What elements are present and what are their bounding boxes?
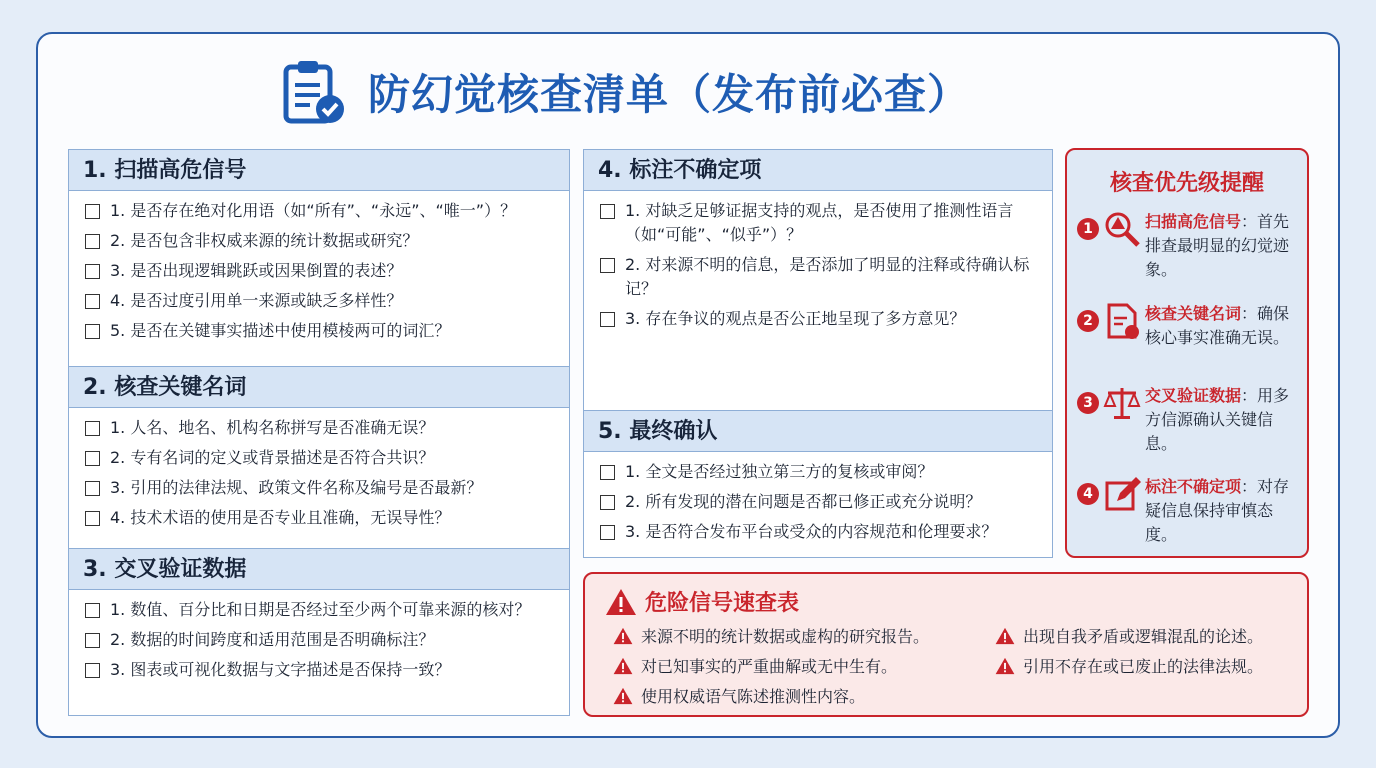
- priority-item: [1077, 302, 1299, 350]
- checklist-item[interactable]: [600, 199, 1040, 247]
- checklist-item-text: 3. 存在争议的观点是否公正地呈现了多方意见？: [625, 309, 966, 328]
- checkbox[interactable]: [85, 663, 100, 678]
- checkbox[interactable]: [85, 234, 100, 249]
- checkbox[interactable]: [85, 633, 100, 648]
- checkbox[interactable]: [600, 495, 615, 510]
- checkbox[interactable]: [85, 264, 100, 279]
- warning-icon: [995, 657, 1015, 675]
- priority-item: [1077, 210, 1299, 282]
- step-number: 2: [1077, 310, 1099, 332]
- section-final-confirm: [583, 410, 1053, 558]
- checklist-item-text: 1. 是否存在绝对化用语（如“所有”、“永远”、“唯一”）？: [110, 201, 517, 220]
- checkbox[interactable]: [85, 204, 100, 219]
- checklist-item-text: 1. 对缺乏足够证据支持的观点，是否使用了推测性语言（如“可能”、“似乎”）？: [625, 201, 1014, 244]
- step-number: 3: [1077, 392, 1099, 414]
- section-heading: 5. 最终确认: [584, 411, 1052, 452]
- checklist-item-text: 2. 专有名词的定义或背景描述是否符合共识？: [110, 448, 435, 467]
- danger-item: [995, 624, 1263, 647]
- checklist-item[interactable]: [600, 520, 1040, 544]
- checkbox[interactable]: [85, 294, 100, 309]
- checklist-item-text: 3. 引用的法律法规、政策文件名称及编号是否最新？: [110, 478, 483, 497]
- checklist-item[interactable]: [600, 253, 1040, 301]
- danger-item-text: 使用权威语气陈述推测性内容。: [641, 687, 866, 706]
- priority-text: ：对存疑信息保持审慎态度。: [1145, 477, 1290, 544]
- checklist-item[interactable]: [85, 259, 557, 283]
- danger-item: [995, 654, 1263, 677]
- checklist-item[interactable]: [85, 199, 557, 223]
- checklist-item-text: 1. 数值、百分比和日期是否经过至少两个可靠来源的核对？: [110, 600, 531, 619]
- magnifier-warning-icon: [1103, 210, 1141, 248]
- checklist-item-text: 4. 是否过度引用单一来源或缺乏多样性？: [110, 291, 403, 310]
- step-number: 1: [1077, 218, 1099, 240]
- section-heading: 2. 核查关键名词: [69, 367, 569, 408]
- danger-item: [613, 684, 865, 707]
- checklist-item[interactable]: [85, 506, 557, 530]
- section-key-terms: [68, 366, 570, 549]
- warning-icon: [605, 588, 637, 616]
- checklist-item[interactable]: [85, 628, 557, 652]
- checklist-item[interactable]: [85, 476, 557, 500]
- danger-item-text: 引用不存在或已废止的法律法规。: [1023, 657, 1264, 676]
- checklist-item-text: 1. 人名、地名、机构名称拼写是否准确无误？: [110, 418, 435, 437]
- priority-label: 扫描高危信号: [1145, 212, 1242, 231]
- section-heading: 3. 交叉验证数据: [69, 549, 569, 590]
- scale-icon: [1103, 384, 1141, 422]
- checklist-item-text: 2. 所有发现的潜在问题是否都已修正或充分说明？: [625, 492, 982, 511]
- checkbox[interactable]: [600, 312, 615, 327]
- checkbox[interactable]: [600, 465, 615, 480]
- priority-text: ：用多方信源确认关键信息。: [1145, 386, 1290, 453]
- checklist-item[interactable]: [85, 598, 557, 622]
- checkbox[interactable]: [600, 258, 615, 273]
- priority-label: 交叉验证数据: [1145, 386, 1242, 405]
- checkbox[interactable]: [85, 324, 100, 339]
- danger-item-text: 来源不明的统计数据或虚构的研究报告。: [641, 627, 930, 646]
- checklist-item-text: 2. 数据的时间跨度和适用范围是否明确标注？: [110, 630, 435, 649]
- priority-label: 标注不确定项: [1145, 477, 1242, 496]
- priority-text: ：首先排查最明显的幻觉迹象。: [1145, 212, 1290, 279]
- warning-icon: [995, 627, 1015, 645]
- warning-icon: [613, 657, 633, 675]
- priority-item: [1077, 475, 1299, 547]
- checkbox[interactable]: [85, 603, 100, 618]
- checklist-item-text: 5. 是否在关键事实描述中使用模棱两可的词汇？: [110, 321, 451, 340]
- danger-signals-panel: [583, 572, 1309, 717]
- checklist-item-text: 3. 是否出现逻辑跳跃或因果倒置的表述？: [110, 261, 403, 280]
- checkbox[interactable]: [600, 204, 615, 219]
- clipboard-check-icon: [280, 57, 350, 127]
- checklist-item-text: 3. 图表或可视化数据与文字描述是否保持一致？: [110, 660, 451, 679]
- checklist-item[interactable]: [85, 658, 557, 682]
- checkbox[interactable]: [85, 481, 100, 496]
- danger-item-text: 出现自我矛盾或逻辑混乱的论述。: [1023, 627, 1264, 646]
- section-cross-verify: [68, 548, 570, 716]
- header: [280, 60, 970, 124]
- checkbox[interactable]: [85, 511, 100, 526]
- checklist-item[interactable]: [85, 416, 557, 440]
- section-heading: 4. 标注不确定项: [584, 150, 1052, 191]
- checklist-item[interactable]: [600, 307, 1040, 331]
- checklist-item[interactable]: [85, 446, 557, 470]
- checklist-item[interactable]: [85, 289, 557, 313]
- danger-title: 危险信号速查表: [605, 586, 799, 617]
- edit-icon: [1103, 475, 1141, 513]
- priority-text: ：确保核心事实准确无误。: [1145, 304, 1290, 347]
- checklist-item-text: 1. 全文是否经过独立第三方的复核或审阅？: [625, 462, 934, 481]
- step-number: 4: [1077, 483, 1099, 505]
- checklist-item[interactable]: [85, 319, 557, 343]
- priority-panel: [1065, 148, 1309, 558]
- priority-item: [1077, 384, 1299, 456]
- checklist-item-text: 2. 对来源不明的信息，是否添加了明显的注释或待确认标记？: [625, 255, 1030, 298]
- checklist-item[interactable]: [85, 229, 557, 253]
- checklist-item-text: 4. 技术术语的使用是否专业且准确，无误导性？: [110, 508, 451, 527]
- section-scan-signals: [68, 149, 570, 367]
- checklist-item-text: 3. 是否符合发布平台或受众的内容规范和伦理要求？: [625, 522, 998, 541]
- page-title: 防幻觉核查清单（发布前必查）: [368, 70, 971, 119]
- checklist-item-text: 2. 是否包含非权威来源的统计数据或研究？: [110, 231, 419, 250]
- checkbox[interactable]: [600, 525, 615, 540]
- document-question-icon: [1103, 302, 1141, 340]
- checkbox[interactable]: [85, 451, 100, 466]
- danger-item: [613, 654, 897, 677]
- section-heading: 1. 扫描高危信号: [69, 150, 569, 191]
- warning-icon: [613, 687, 633, 705]
- danger-item: [613, 624, 929, 647]
- priority-title: 核查优先级提醒: [1109, 171, 1264, 196]
- checklist-item[interactable]: [600, 460, 1040, 484]
- warning-icon: [613, 627, 633, 645]
- checklist-item[interactable]: [600, 490, 1040, 514]
- danger-item-text: 对已知事实的严重曲解或无中生有。: [641, 657, 898, 676]
- checkbox[interactable]: [85, 421, 100, 436]
- section-uncertain: [583, 149, 1053, 411]
- priority-label: 核查关键名词: [1145, 304, 1242, 323]
